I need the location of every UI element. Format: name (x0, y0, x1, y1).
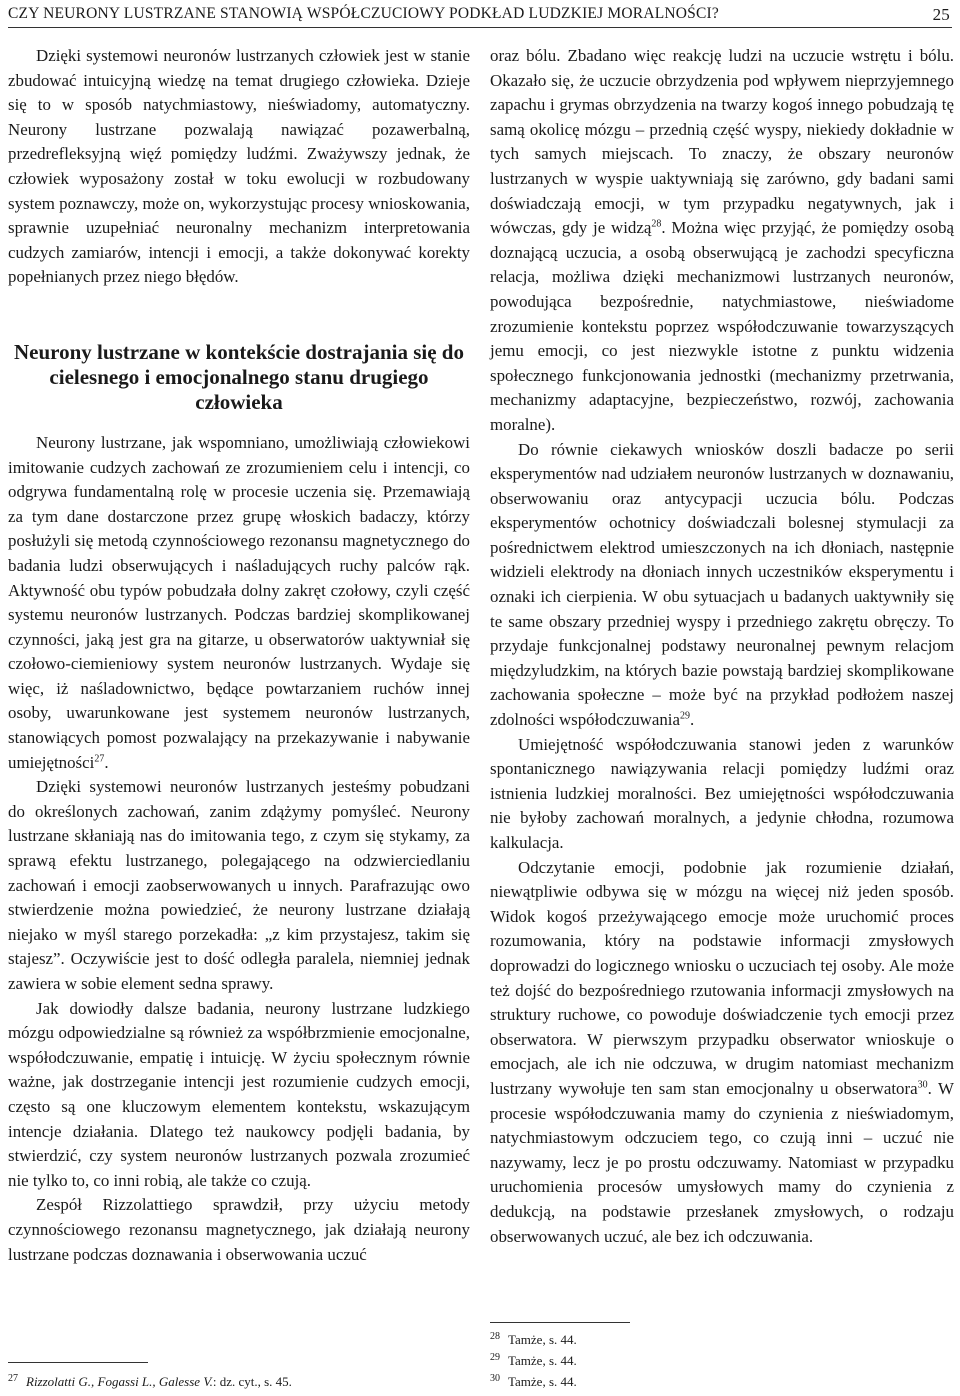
paragraph: Umiejętność współodczuwania stanowi jeden z warunków spontanicznego nawiązywania relacji pomiędzy ludźmi oraz istnienia ludzkiej moralności. Bez umiejętności współodczuwania nie byłoby zachowań moralnych, a jedynie chłodna, rozumowa kalkulacja. (490, 734, 954, 852)
footnote-text: Tamże, s. 44. (508, 1353, 577, 1368)
paragraph (490, 438, 954, 733)
paragraph (8, 431, 470, 775)
paragraph: Zespół Rizzolattiego sprawdził, przy użyciu metody czynnościowego rezonansu magnetycznego, jak działają neurony lustrzane podczas doznawania i obserwowania uczuć (8, 1195, 470, 1264)
footnote-text: Tamże, s. 44. (508, 1332, 577, 1347)
running-title: CZY NEURONY LUSTRZANE STANOWIĄ WSPÓŁCZUCIOWY PODKŁAD LUDZKIEJ MORALNOŚCI? (8, 5, 719, 22)
paragraph: Dzięki systemowi neuronów lustrzanych człowiek jest w stanie zbudować intuicyjną wiedzę na temat drugiego człowieka. Dzieje się to w sposób natychmiastowy, nieświadomy, automatyczny. Neurony lustrzane pozwalają nawiązać pozawerbalną, przedrefleksyjną więź pomiędzy ludźmi. Zważywszy jednak, że człowiek wyposażony został w toku ewolucji w rozbudowany system poznawczy, może on, wykorzystując procesy wnioskowania, sprawnie uzupełniać neuronalny mechanizm interpretowania cudzych zamiarów, intencji i emocji, a także dokonywać korekty popełnianych przez niego błędów. (8, 46, 470, 287)
footnote-ref[interactable]: 27 (94, 753, 105, 765)
paragraph-text-end: . (689, 710, 695, 730)
paragraph (490, 856, 954, 1250)
paragraph-text: Odczytanie emocji, podobnie jak rozumienie działań, niewątpliwie odbywa się w mózgu na więcej niż jeden sposób. Widok kogoś przeżywającego emocje może uruchomić proces rozumowania, który na podstawie informacji zmysłowych doprowadzi do logicznego wniosku o uczuciach tej osoby. Ale może też dojść do bezpośredniego rzutowania informacji zmysłowych na struktury ruchowe, co powoduje doświadczenie tych emocji przez obserwatora. W pierwszym przypadku obserwator wnioskuje o emocjach, ale ich nie odczuwa, w drugim natomiast mechanizm lustrzany wywołuje ten sam stan emocjonalny u obserwatora (490, 857, 954, 1098)
paragraph-text-cont: . W procesie współodczuwania mamy do czynienia z nieświadomym, natychmiastowym odczuciem tego, co czują inni – uczuć nie nazywamy, lecz je po prostu odczuwamy. Natomiast w przypadku uruchomienia procesów umysłowych mamy do czynienia z dedukcją, na podstawie przesłanek zmysłowych, o rodzaju obserwowanych uczuć, ale bez ich odczuwania. (490, 1078, 954, 1246)
paragraph: Jak dowiodły dalsze badania, neurony lustrzane ludzkiego mózgu odpowiedzialne są również za współbrzmienie emocjonalne, współodczuwanie, empatię i intuicję. W życiu społecznym równie ważne, jak dostrzeganie intencji jest rozumienie cudzych emocji, często są one kluczowym elementem kontekstu, wskazującym intencje działania. Dlatego też naukowcy podjęli badania, by stwierdzić, czy system neuronów lustrzanych pozwala zrozumieć nie tylko to, co inni robią, ale także co czują. (8, 998, 470, 1190)
footnote: 28 Tamże, s. 44. (490, 1330, 577, 1347)
footnote-rule (490, 1322, 630, 1323)
paragraph-text: Do równie ciekawych wniosków doszli badacze po serii eksperymentów nad udziałem neuronów lustrzanych w doznawaniu, obserwowaniu oraz antycypacji uczucia bólu. Podczas eksperymentów ochotnicy doświadczali bolesnej stymulacji za pośrednictwem elektrod umieszczonych na ich dłoniach, następnie widzieli elektrody na dłoniach innych uczestników eksperymentu i oznaki ich cierpienia. W obu sytuacjach u badanych uaktywniły się te same obszary przedniej wyspy i przedniego zakrętu obręczy. To przydaje funkcjonalnej podstawy neuronalnej pewnym relacjom międzyludzkim, na których bazie powstają bardziej skomplikowane zachowania społeczne – może być na przykład podłożem naszej zdolności współodczuwania (490, 439, 954, 730)
footnote-authors: Rizzolatti G., Fogassi L., Galesse V. (26, 1374, 213, 1389)
footnote-ref[interactable]: 29 (679, 710, 690, 722)
paragraph-text-end: . (104, 752, 109, 772)
paragraph (490, 44, 954, 438)
right-column (490, 44, 954, 1249)
page-number: 25 (932, 5, 950, 24)
header-rule (8, 27, 952, 28)
left-column (8, 44, 470, 1267)
running-header (8, 2, 952, 28)
footnote: 29 Tamże, s. 44. (490, 1351, 577, 1368)
footnote: 27 Rizzolatti G., Fogassi L., Galesse V.: dz. cyt., s. 45. (8, 1372, 292, 1389)
footnote-ref[interactable]: 28 (651, 218, 662, 230)
paragraph: Dzięki systemowi neuronów lustrzanych jesteśmy pobudzani do określonych zachowań, zanim zdążymy pomyśleć. Neurony lustrzane skłaniają nas do imitowania tego, z czym się stykamy, za sprawą efektu lustrzanego, polegającego na odzwierciedlaniu zachowań i emocji zaobserwowanych u innych. Parafrazując owo stwierdzenie można powiedzieć, że neurony lustrzane działają niejako w myśl starego porzekadła: „z kim przystajesz, takim się stajesz”. Oczywiście jest to dość odległa paralela, niemniej jednak zawiera w sobie element sedna sprawy. (8, 777, 470, 993)
footnote: 30 Tamże, s. 44. (490, 1372, 577, 1389)
paragraph-text: Neurony lustrzane, jak wspomniano, umożliwiają człowiekowi imitowanie cudzych zachowań ze zrozumieniem celu i intencji, co odgrywa fundamentalną rolę w procesie uczenia się. Przemawiają za tym dane dostarczone przez grupę włoskich badaczy, którzy posłużyli się metodą czynnościowego rezonansu magnetycznego do badania ludzi obserwujących i naśladujących ruchy palców rąk. Aktywność obu typów pobudzała dolny zakręt czołowy, czyli część systemu neuronów lustrzanych. Podczas bardziej skomplikowanej czynności, jaką jest gra na gitarze, u obserwatorów uaktywniał się czołowo-ciemieniowy system neuronów lustrzanych. Wydaje się więc, iż naśladownictwo, będące powtarzaniem ruchów innej osoby, uwarunkowane jest systemem neuronów lustrzanych, stanowiących pomost pozwalający na przekazywanie i nabywanie umiejętności (8, 432, 470, 772)
footnote-ref[interactable]: 30 (917, 1079, 928, 1091)
footnote-rule (8, 1362, 148, 1363)
footnote-text: : dz. cyt., s. 45. (212, 1374, 292, 1389)
paragraph-text: oraz bólu. Zbadano więc reakcję ludzi na uczucie wstrętu i bólu. Okazało się, że uczucie obrzydzenia pod wpływem nieprzyjemnego zapachu i grymas obrzydzenia na twarzy kogoś innego pobudzają tę samą okolicę mózgu – przednią część wyspy, niekiedy dokładnie w tych samych miejscach. To znaczy, że obszary neuronów lustrzanych w wyspie uaktywniają się zarówno, gdy badani sami doświadczają emocji, w tym przypadku negatywnych, jak i wówczas, gdy je widzą (490, 46, 954, 238)
footnote-text: Tamże, s. 44. (508, 1374, 577, 1389)
section-heading: Neurony lustrzane w kontekście dostrajania się do cielesnego i emocjonalnego stanu drugiego człowieka (14, 339, 464, 414)
paragraph-text-cont: . Można więc przyjąć, że pomiędzy osobą doznającą uczucia, a osobą obserwującą je zachodzi specyficzna relacja, możliwa dzięki mechanizmowi lustrzanych neuronów, powodująca bezpośrednie, natychmiastowe, nieświadome zrozumienie kontekstu poprzez współodczuwanie towarzyszących jemu emocji, co jest niezwykle istotne z punktu widzenia społecznego funkcjonowania jednostki (mechanizmy przetrwania, mechanizmy adaptacyjne, bezpieczeństwo, rozwój, zachowania moralne). (490, 218, 954, 434)
